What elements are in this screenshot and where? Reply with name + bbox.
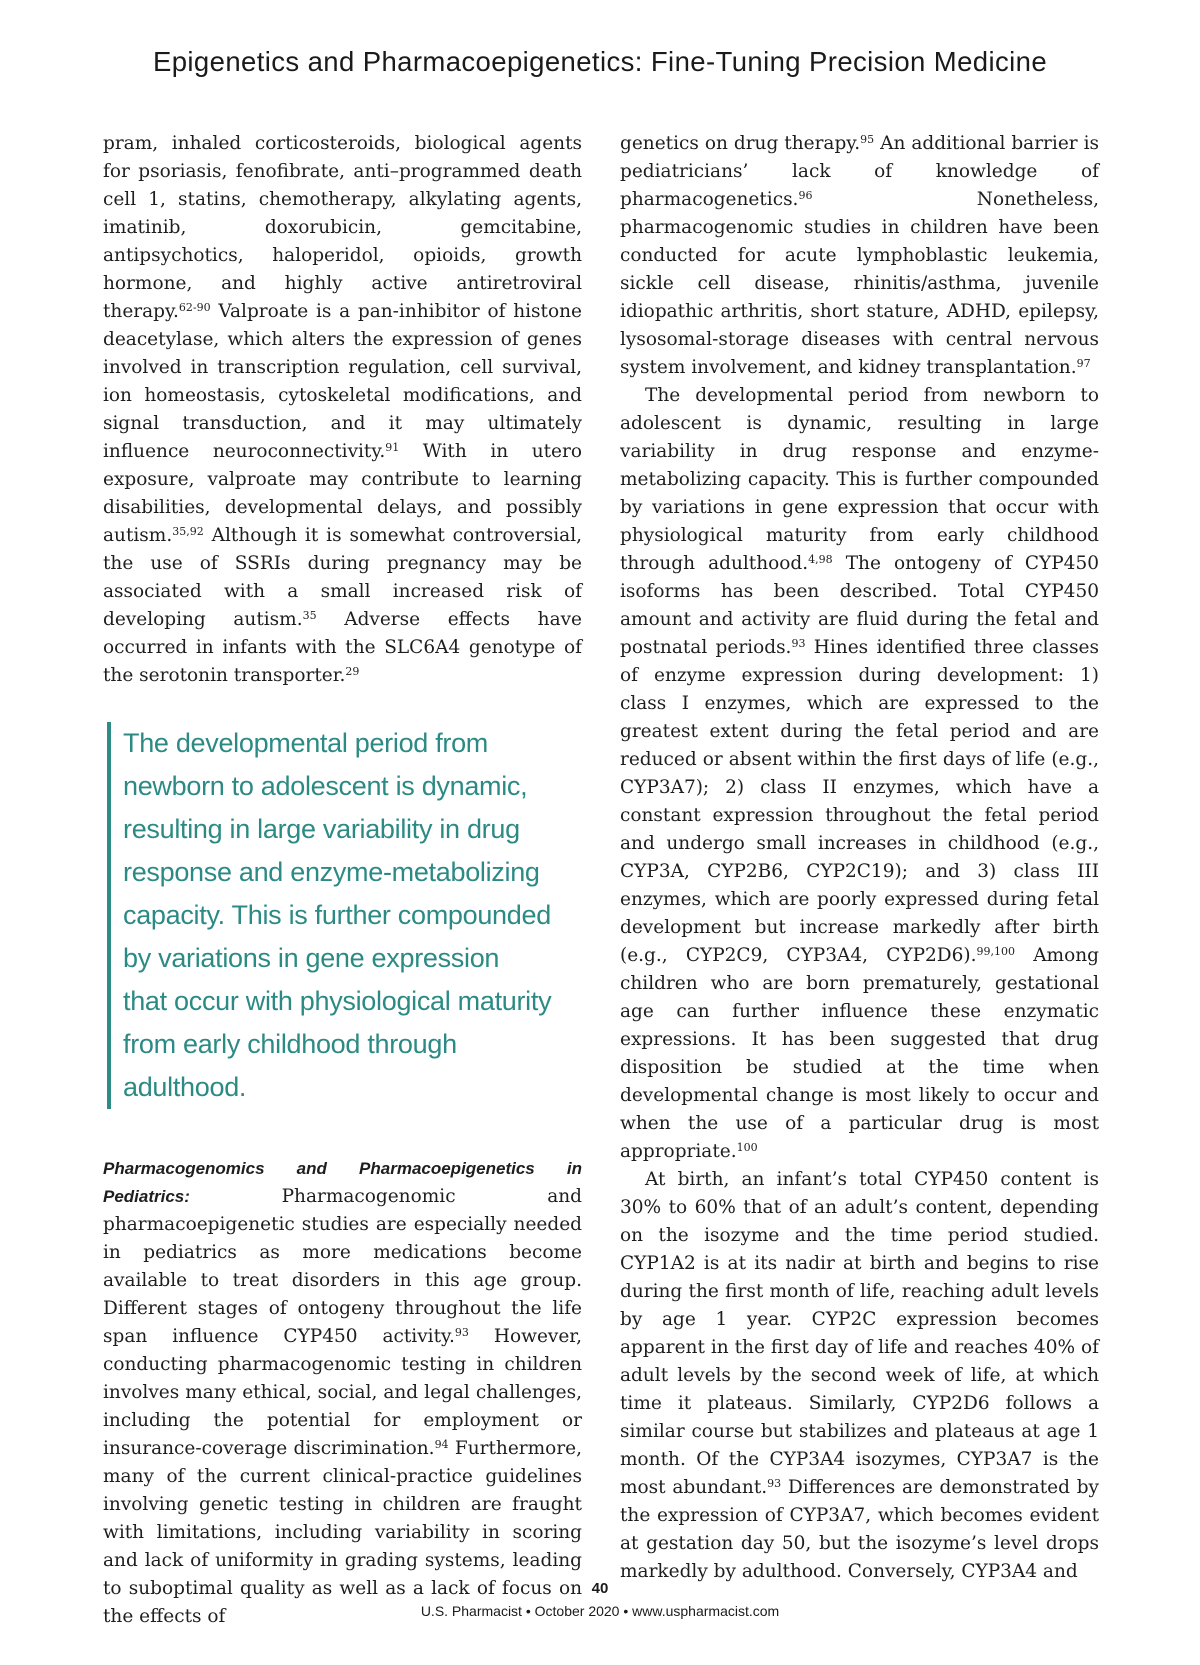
pull-quote — [107, 722, 582, 1109]
reference-superscript: 93 — [791, 637, 806, 650]
reference-superscript: 93 — [454, 1326, 469, 1339]
pull-quote-line: response and enzyme-metabolizing — [123, 857, 540, 887]
reference-superscript: 35,92 — [172, 525, 204, 538]
body-paragraph: genetics on drug therapy.$^{95}$ An additional barrier is pediatricians’ lack of knowledge of pharmacogenetics.$^{96}$ Nonetheless, pharmacogenomic studies in children have been conducted for acute lymphoblastic leukemia, sickle cell disease, rhinitis/asthma, juvenile idiopathic arthritis, short stature, ADHD, epilepsy, lysosomal-storage diseases with central nervous system involvement, and kidney transplantation.$^{97}$ — [620, 133, 1099, 378]
reference-superscript: 62-90 — [178, 301, 211, 314]
left-column — [103, 130, 582, 1631]
body-paragraph: Pharmacogenomics and Pharmacoepigenetics in Pediatrics: Pharmacogenomic and pharmacoepigenetic studies are especially needed in pediatrics as more medications become available to treat disorders in this age group. Different stages of ontogeny throughout the life span influence CYP450 activity.$^{93}$ However, conducting pharmacogenomic testing in children involves many ethical, social, and legal challenges, including the potential for employment or insurance-coverage discrimination.$^{94}$ Furthermore, many of the current clinical-practice guidelines involving genetic testing in children are fraught with limitations, including variability in scoring and lack of uniformity in grading systems, leading to suboptimal quality as well as a lack of focus on the effects of — [103, 1159, 582, 1627]
body-paragraph: pram, inhaled corticosteroids, biological agents for psoriasis, fenofibrate, anti–programmed death cell 1, statins, chemotherapy, alkylating agents, imatinib, doxorubicin, gemcitabine, antipsychotics, haloperidol, opioids, growth hormone, and highly active antiretroviral therapy.$^{62-90}$ Valproate is a pan-inhibitor of histone deacetylase, which alters the expression of genes involved in transcription regulation, cell survival, ion homeostasis, cytoskeletal modifications, and signal transduction, and it may ultimately influence neuroconnectivity.$^{91}$ With in utero exposure, valproate may contribute to learning disabilities, developmental delays, and possibly autism.$^{35,92}$ Although it is somewhat controversial, the use of SSRIs during pregnancy may be associated with a small increased risk of developing autism.$^{35}$ Adverse effects have occurred in infants with the SLC6A4 genotype of the serotonin transporter.$^{29}$ — [103, 133, 582, 686]
reference-superscript: 97 — [1076, 357, 1091, 370]
reference-superscript: 96 — [798, 189, 813, 202]
page-number: 40 — [591, 1580, 609, 1597]
body-paragraph: The developmental period from newborn to adolescent is dynamic, resulting in large variability in drug response and enzyme-metabolizing capacity. This is further compounded by variations in gene expression that occur with physiological maturity from early childhood through adulthood.$^{4,98}$ The ontogeny of CYP450 isoforms has been described. Total CYP450 amount and activity are fluid during the fetal and postnatal periods.$^{93}$ Hines identified three classes of enzyme expression during development: 1) class I enzymes, which are expressed to the greatest extent during the fetal period and are reduced or absent within the first days of life (e.g., CYP3A7); 2) class II enzymes, which have a constant expression throughout the fetal period and undergo small increases in childhood (e.g., CYP3A, CYP2B6, CYP2C19); and 3) class III enzymes, which are poorly expressed during fetal development but increase markedly after birth (e.g., CYP2C9, CYP3A4, CYP2D6).$^{99,100}$ Among children who are born prematurely, gestational age can further influence these enzymatic expressions. It has been suggested that drug disposition be studied at the time when developmental change is most likely to occur and when the use of a particular drug is most appropriate.$^{100}$ — [620, 385, 1099, 1162]
reference-superscript: 91 — [385, 441, 400, 454]
reference-superscript: 4,98 — [808, 553, 833, 566]
reference-superscript: 93 — [767, 1477, 782, 1490]
pull-quote-line: that occur with physiological maturity — [123, 986, 552, 1016]
body-paragraph: At birth, an infant’s total CYP450 content is 30% to 60% that of an adult’s content, depending on the isozyme and the time period studied. CYP1A2 is at its nadir at birth and begins to rise during the first month of life, reaching adult levels by age 1 year. CYP2C expression becomes apparent in the first day of life and reaches 40% of adult levels by the second week of life, at which time it plateaus. Similarly, CYP2D6 follows a similar course but stabilizes and plateaus at age 1 month. Of the CYP3A4 isozymes, CYP3A7 is the most abundant.$^{93}$ Differences are demonstrated by the expression of CYP3A7, which becomes evident at gestation day 50, but the isozyme’s level drops markedly by adulthood. Conversely, CYP3A4 and — [620, 1169, 1099, 1582]
pull-quote-line: resulting in large variability in drug — [123, 814, 520, 844]
pull-quote-line: newborn to adolescent is dynamic, — [123, 771, 528, 801]
reference-superscript: 94 — [434, 1438, 449, 1451]
pull-quote-line: from early childhood through — [123, 1029, 457, 1059]
section-heading: Pharmacogenomics and Pharmacoepigenetics in Pediatrics: — [103, 1159, 582, 1206]
pull-quote-line: by variations in gene expression — [123, 943, 500, 973]
page-title: Epigenetics and Pharmacoepigenetics: Fine-Tuning Precision Medicine — [152, 46, 1048, 77]
reference-superscript: 95 — [860, 133, 875, 146]
publication-footer: U.S. Pharmacist • October 2020 • www.uspharmacist.com — [420, 1603, 780, 1619]
reference-superscript: 99,100 — [976, 945, 1015, 958]
reference-superscript: 100 — [736, 1141, 758, 1154]
pull-quote-line: adulthood. — [123, 1072, 247, 1102]
pull-quote-line: The developmental period from — [123, 728, 489, 758]
reference-superscript: 29 — [345, 665, 360, 678]
pull-quote-line: capacity. This is further compounded — [123, 900, 551, 930]
reference-superscript: 35 — [302, 609, 317, 622]
right-column — [620, 130, 1099, 1586]
